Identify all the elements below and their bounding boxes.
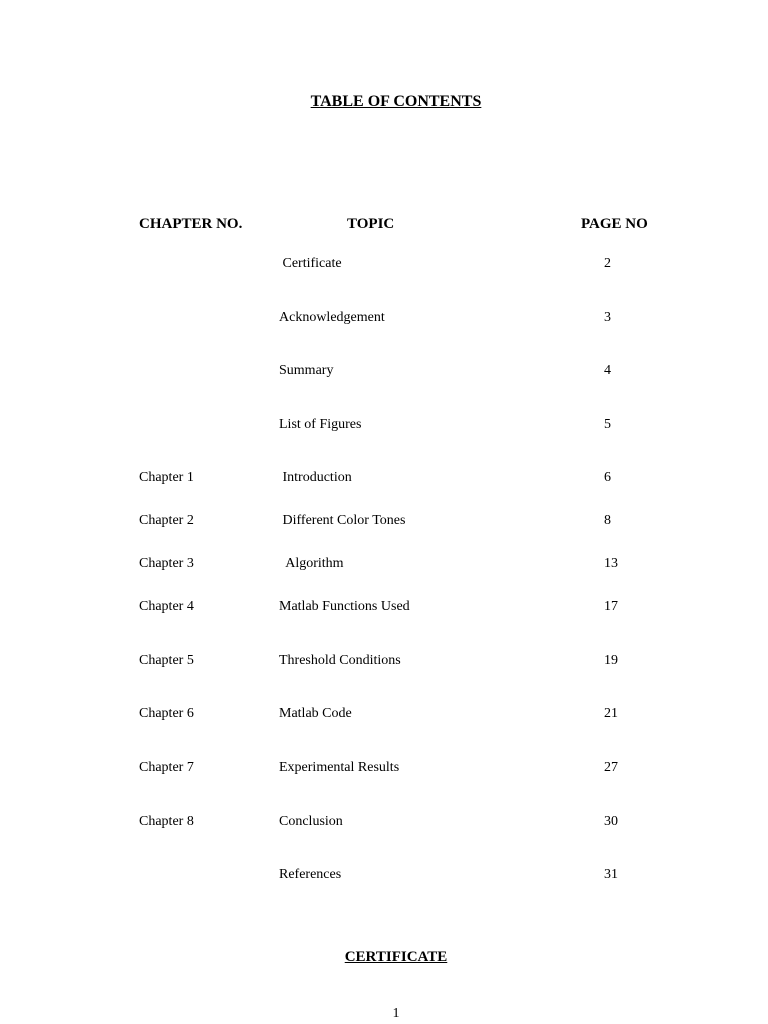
toc-page: 19 [604, 653, 618, 668]
toc-chapter: Chapter 3 [139, 556, 194, 571]
toc-chapter: Chapter 6 [139, 706, 194, 721]
toc-page: 8 [604, 513, 611, 528]
column-header-topic: TOPIC [347, 216, 395, 232]
toc-page: 4 [604, 363, 611, 378]
toc-topic: Introduction [279, 470, 352, 485]
toc-topic: Certificate [279, 256, 342, 271]
toc-page: 17 [604, 599, 618, 614]
toc-row [0, 556, 768, 576]
page-title: TABLE OF CONTENTS [310, 93, 482, 110]
toc-topic: Threshold Conditions [279, 653, 401, 668]
toc-topic: Summary [279, 363, 334, 378]
toc-row [0, 599, 768, 619]
toc-topic: Matlab Code [279, 706, 352, 721]
toc-row [0, 814, 768, 834]
toc-topic: Matlab Functions Used [279, 599, 410, 614]
column-header-page: PAGE NO [581, 216, 648, 232]
toc-row [0, 470, 768, 490]
toc-row [0, 363, 768, 383]
toc-row [0, 417, 768, 437]
toc-row [0, 310, 768, 330]
toc-topic: Algorithm [279, 556, 344, 571]
toc-topic: Acknowledgement [279, 310, 385, 325]
toc-row [0, 706, 768, 726]
next-section-title: CERTIFICATE [344, 949, 448, 965]
toc-topic: Different Color Tones [279, 513, 406, 528]
toc-page: 2 [604, 256, 611, 271]
toc-page: 6 [604, 470, 611, 485]
toc-chapter: Chapter 2 [139, 513, 194, 528]
page-number: 1 [392, 1006, 400, 1021]
toc-row [0, 760, 768, 780]
toc-chapter: Chapter 5 [139, 653, 194, 668]
toc-chapter: Chapter 8 [139, 814, 194, 829]
toc-page: 31 [604, 867, 618, 882]
toc-chapter: Chapter 4 [139, 599, 194, 614]
toc-topic: List of Figures [279, 417, 362, 432]
toc-topic: Conclusion [279, 814, 343, 829]
toc-row [0, 867, 768, 887]
toc-topic: References [279, 867, 342, 882]
toc-page: 3 [604, 310, 611, 325]
toc-page: 27 [604, 760, 618, 775]
toc-row [0, 256, 768, 276]
toc-row [0, 513, 768, 533]
toc-chapter: Chapter 1 [139, 470, 194, 485]
toc-page: 30 [604, 814, 618, 829]
toc-page: 5 [604, 417, 611, 432]
toc-page: 13 [604, 556, 618, 571]
toc-row [0, 653, 768, 673]
toc-chapter: Chapter 7 [139, 760, 194, 775]
toc-topic: Experimental Results [279, 760, 400, 775]
toc-page: 21 [604, 706, 618, 721]
column-header-chapter: CHAPTER NO. [139, 216, 243, 232]
